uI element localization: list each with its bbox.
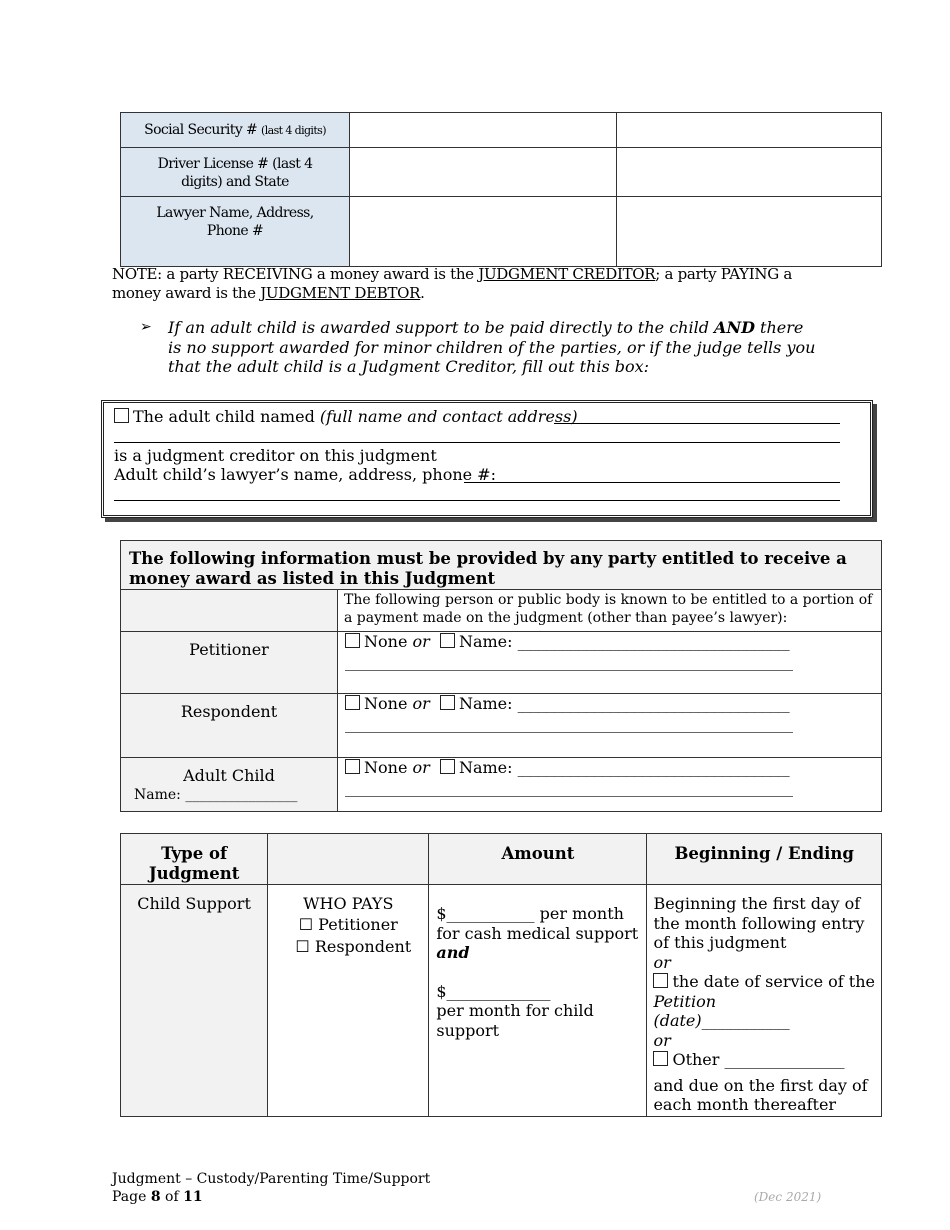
due-text: and due on the first day of each month thereafter <box>653 1075 868 1114</box>
money-award-header: The following information must be provided by any party entitled to receive a money award as listed in this Judgment <box>121 541 882 590</box>
petitioner-name-line-2[interactable]: ________________________________________________________ <box>345 652 793 671</box>
adult-child-lawyer-label: Adult child’s lawyer’s name, address, phone #: <box>114 465 496 484</box>
money-award-intro: The following person or public body is known to be entitled to a portion of a payment made on the judgment (other than payee’s lawyer): <box>338 590 882 632</box>
respondent-row: Respondent None or Name: __________________________________ ________________________________________________________ <box>121 694 882 758</box>
who-pays-label: WHO PAYS <box>303 894 394 913</box>
driver-license-respondent-field[interactable] <box>617 148 882 197</box>
adult-child-none-checkbox[interactable] <box>345 759 360 774</box>
adult-child-name-line[interactable] <box>554 423 840 424</box>
money-award-table <box>120 540 882 812</box>
form-title: Judgment – Custody/Parenting Time/Support <box>112 1171 431 1187</box>
ssn-petitioner-field[interactable] <box>350 113 617 148</box>
other-checkbox[interactable] <box>653 1051 668 1066</box>
form-version: (Dec 2021) <box>754 1190 822 1204</box>
petitioner-name-field[interactable]: __________________________________ <box>517 632 790 651</box>
adult-child-lawyer-line-2[interactable] <box>114 500 840 501</box>
child-support-row <box>121 885 882 1117</box>
adult-child-name-field[interactable]: Name: ________________ <box>134 787 298 803</box>
respondent-name-field[interactable]: __________________________________ <box>517 694 790 713</box>
service-date-checkbox[interactable] <box>653 973 668 988</box>
cash-medical-amount[interactable]: $___________ per month for cash medical support <box>436 904 639 943</box>
adult-child-payee-field[interactable]: __________________________________ <box>517 758 790 777</box>
amount-header: Amount <box>429 834 647 885</box>
driver-license-label: Driver License # (last 4 digits) and State <box>121 148 350 197</box>
respondent-name-checkbox[interactable] <box>440 695 455 710</box>
service-date-field[interactable]: (date)___________ <box>653 1011 790 1030</box>
type-of-judgment-header: Type of Judgment <box>121 834 268 885</box>
judgment-table <box>120 833 882 1117</box>
adult-child-address-line[interactable] <box>114 442 840 443</box>
or-label-2: or <box>653 1030 671 1050</box>
respondent-pays-checkbox[interactable]: ☐ Respondent <box>295 936 412 956</box>
creditor-term: JUDGMENT CREDITOR <box>478 265 656 283</box>
debtor-term: JUDGMENT DEBTOR <box>260 284 421 302</box>
adult-child-name-line-2[interactable]: ________________________________________________________ <box>345 778 793 797</box>
lawyer-respondent-field[interactable] <box>617 197 882 267</box>
petitioner-name-checkbox[interactable] <box>440 633 455 648</box>
judgment-note: NOTE: a party RECEIVING a money award is the JUDGMENT CREDITOR; a party PAYING a money award is the JUDGMENT DEBTOR. <box>112 265 792 302</box>
judgment-creditor-text: is a judgment creditor on this judgment <box>114 446 437 465</box>
lawyer-label: Lawyer Name, Address, Phone # <box>121 197 350 267</box>
respondent-none-checkbox[interactable] <box>345 695 360 710</box>
petitioner-label: Petitioner <box>121 632 338 694</box>
lawyer-petitioner-field[interactable] <box>350 197 617 267</box>
and-label: and <box>436 943 470 962</box>
or-label-1: or <box>653 952 671 972</box>
adult-child-label: Adult Child <box>183 766 275 785</box>
respondent-label: Respondent <box>121 694 338 758</box>
adult-child-name-checkbox[interactable] <box>440 759 455 774</box>
judgment-type-cell: Child Support <box>121 885 268 1117</box>
child-support-amount-text: per month for child support <box>436 1001 594 1040</box>
identification-table <box>120 112 882 267</box>
adult-child-row: Adult Child Name: ________________ None or Name: __________________________________ ________________________________________________________ <box>121 758 882 812</box>
money-award-blank-cell <box>121 590 338 632</box>
adult-child-box: The adult child named (full name and contact address) is a judgment creditor on this judgment Adult child’s lawyer’s name, address, phone #: <box>101 400 873 518</box>
beginning-ending-cell: Beginning the first day of the month following entry of this judgment or the date of service of the Petition (date)___________ or Other _______________ and due on the first day of each month thereafter <box>647 885 882 1117</box>
who-pays-cell <box>268 885 429 1117</box>
ssn-respondent-field[interactable] <box>617 113 882 148</box>
child-support-amount-field[interactable]: $_____________ <box>436 981 551 1001</box>
page-footer <box>112 1170 430 1206</box>
arrow-bullet-icon: ➢ <box>140 319 152 335</box>
petitioner-row: Petitioner None or Name: __________________________________ ________________________________________________________ <box>121 632 882 694</box>
beginning-text: Beginning the first day of the month following entry of this judgment <box>653 894 865 952</box>
page-number: Page 8 of 11 <box>112 1189 203 1205</box>
adult-child-checkbox[interactable] <box>114 408 129 423</box>
ssn-label: Social Security # (last 4 digits) <box>121 113 350 148</box>
driver-license-petitioner-field[interactable] <box>350 148 617 197</box>
petitioner-pays-checkbox[interactable]: ☐ Petitioner <box>298 914 398 934</box>
adult-child-lawyer-line[interactable] <box>464 482 840 483</box>
petition-label: Petition <box>653 991 716 1011</box>
respondent-name-line-2[interactable]: ________________________________________________________ <box>345 714 793 733</box>
other-field[interactable]: _______________ <box>724 1050 845 1069</box>
who-pays-header <box>268 834 429 885</box>
beginning-ending-header: Beginning / Ending <box>647 834 882 885</box>
adult-child-instruction: ➢ If an adult child is awarded support to be paid directly to the child AND there is no support awarded for minor children of the parties, or if the judge tells you that the adult child is a Judgment Creditor, fill out this box: <box>140 318 816 376</box>
amount-cell <box>429 885 647 1117</box>
petitioner-none-checkbox[interactable] <box>345 633 360 648</box>
